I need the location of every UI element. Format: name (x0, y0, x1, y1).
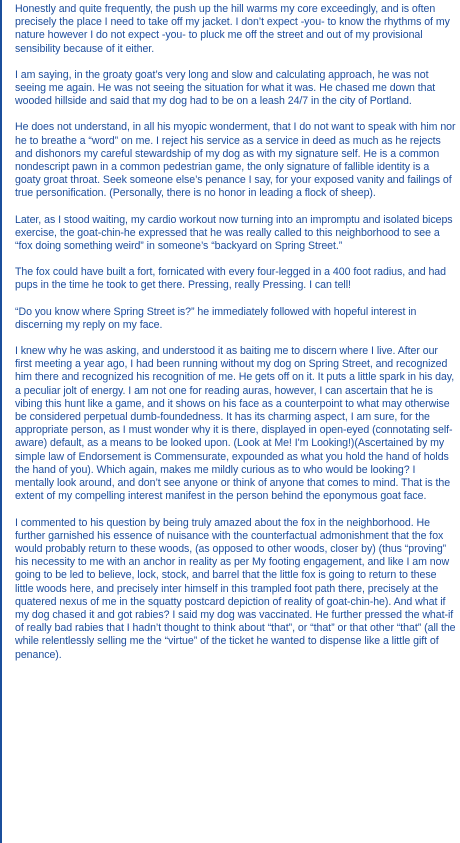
paragraph: I knew why he was asking, and understood it as baiting me to discern where I live. After our first meeting a year ago, I had been running without my dog on Spring Street, and recognized him there and recognized his recognition of me. He gets off on it. It puts a little spark in his day, a peculiar jolt of energy. I am not one for reading auras, however, I can ascertain that he is vibing this hunt like a game, and it shows on his face as a counterpoint to what may otherwise be considered perpetual dumb-foundedness. It has its charming aspect, I am sure, for the appropriate person, as I must wonder why it is there, displayed in open-eyed (connotating self-aware) default, as a means to be looked upon. (Look at Me! I'm Looking!)(Ascertained by my simple law of Endorsement is Commensurate, expounded as what you hold the hand of holds the hand of you). Which again, makes me mildly curious as to who would be looking? I mentally look around, and don’t see anyone or think of anyone that comes to mind. That is the extent of my compelling interest manifest in the person behind the eponymous goat face. (15, 345, 455, 503)
paragraph: I commented to his question by being truly amazed about the fox in the neighborhood. He further garnished his essence of nuisance with the counterfactual admonishment that the fox would probably return to these woods, (as opposed to other woods, closer by) (thus “proving” his necessity to me with an anchor in reality as per My footing engagement, and like I am now going to be led to believe, lock, stock, and barrel that the little fox is going to return to these little woods here, and precisely inter himself in this trampled foot path there, precisely at the quatered nexus of me in the squatty postcard depiction of reality of goat-chin-he). And what if my dog chased it and got rabies? I said my dog was vaccinated. He further pressed the what-if of really bad rabies that I hadn’t thought to think about “that”, or “that” or that other “that” (all the while relentlessly selling me the “virtue” of the ticket he wanted to dispense like a little gift of penance). (15, 516, 456, 661)
paragraph: I am saying, in the groaty goat’s very long and slow and calculating approach, he was not seeing me again. He was not seeing the situation for what it was. He chased me down that wooded hillside and said that my dog had to be on a leash 24/7 in the city of Portland. (15, 68, 436, 108)
paragraph: He does not understand, in all his myopic wonderment, that I do not want to speak with him nor he to breathe a “word” on me. I reject his service as a service in deed as much as he rejects and dishonors my careful stewardship of my dog as with my signature self. He is a common nondescript pawn in a common pedestrian game, the only signature of fallible identity is a goaty groat throat. Seek someone else’s penance I say, for your exposed vanity and failings of true personification. (Personally, there is no honor in leading a flock of sheep). (15, 121, 456, 200)
paragraph: “Do you know where Spring Street is?” he immediately followed with hopeful interest in discerning my reply on my face. (15, 305, 417, 331)
paragraph: Later, as I stood waiting, my cardio workout now turning into an impromptu and isolated biceps exercise, the goat-chin-he expressed that he was really called to this neighborhood to see a “fox doing something weird” in someone’s “backyard on Spring Street.” (15, 213, 453, 253)
paragraph: Honestly and quite frequently, the push up the hill warms my core exceedingly, and is often precisely the place I need to take off my jacket. I don’t expect -you- to know the rhythms of my nature however I do not expect -you- to pluck me off the street and out of my provisional sensibility because of it either. (15, 3, 450, 55)
paragraph: The fox could have built a fort, fornicated with every four-legged in a 400 foot radius, and had pups in the time he took to get there. Pressing, really Pressing. I can tell! (15, 266, 446, 292)
